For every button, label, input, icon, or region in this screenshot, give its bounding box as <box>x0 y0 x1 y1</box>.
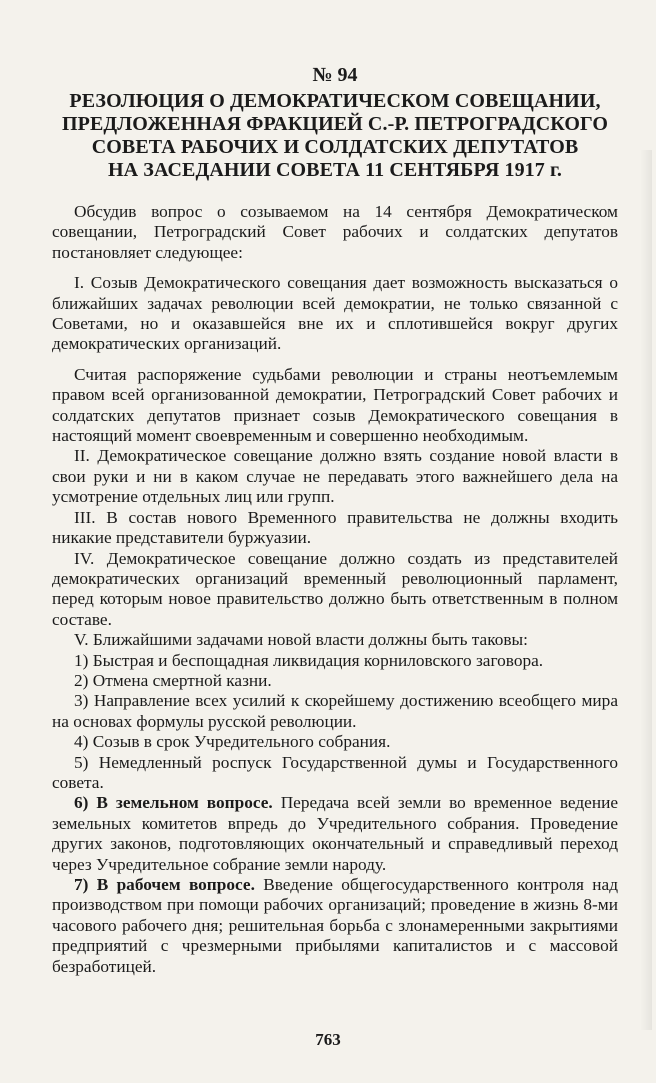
title-line: ПРЕДЛОЖЕННАЯ ФРАКЦИЕЙ С.-Р. ПЕТРОГРАДСКОГО <box>61 113 609 135</box>
labor-question-text: Введение общегосударственного контроля над производством при помощи рабочих организаций; проведение в жизнь 8-ми часового рабочего дня; решительная борьба с злонамеренными закрытиями предприятий с чрезмерными прибылями капиталистов и с массовой безработицей. <box>52 875 618 976</box>
page-edge-shadow <box>640 150 652 1030</box>
section-2-paragraph: II. Демократическое совещание должно взять создание новой власти в свои руки и ни в каком случае не передавать этого важнейшего дела на усмотрение отдельных лиц или групп. <box>52 446 618 507</box>
title-line: НА ЗАСЕДАНИИ СОВЕТА 11 СЕНТЯБРЯ 1917 г. <box>108 159 562 181</box>
task-item: 5) Немедленный роспуск Государственной думы и Государственного совета. <box>52 752 618 792</box>
document-title <box>52 90 618 182</box>
section-4-paragraph: IV. Демократическое совещание должно создать из представителей демократических организаций временный революционный парламент, перед которым новое правительство должно быть ответственным в полном составе. <box>52 548 618 629</box>
title-line: СОВЕТА РАБОЧИХ И СОЛДАТСКИХ ДЕПУТАТОВ <box>91 136 579 158</box>
task-item: 4) Созыв в срок Учредительного собрания. <box>74 732 391 752</box>
page-number: 763 <box>315 1030 341 1049</box>
section-1-paragraph: I. Созыв Демократического совещания дает возможность высказаться о ближайших задачах революции всей демократии, не только связанной с Советами, но и оказавшейся вне их и сплотившейся вокруг других демократических организаций. <box>52 273 618 354</box>
intro-paragraph: Обсудив вопрос о созываемом на 14 сентября Демократическом совещании, Петроградский Совет рабочих и солдатских депутатов постановляет следующее: <box>52 202 618 262</box>
section-3-paragraph: III. В состав нового Временного правительства не должны входить никакие представители буржуазии. <box>52 507 618 548</box>
document-number: № 94 <box>312 64 358 86</box>
section-5-heading: V. Ближайшими задачами новой власти должны быть таковы: <box>74 630 528 650</box>
task-item: 2) Отмена смертной казни. <box>74 670 272 690</box>
task-item: 3) Направление всех усилий к скорейшему достижению всеобщего мира на основах формулы русской революции. <box>52 691 618 731</box>
land-question-label: 6) В земельном вопросе. <box>74 793 273 813</box>
section-1-continuation: Считая распоряжение судьбами революции и страны неотъемлемым правом всей организованной демократии, Петроградский Совет рабочих и солдатских депутатов признает созыв Демократического совещания в настоящий момент своевременным и совершенно необходимым. <box>52 364 618 446</box>
labor-question-paragraph <box>52 875 618 977</box>
task-item: 1) Быстрая и беспощадная ликвидация корниловского заговора. <box>74 650 544 670</box>
land-question-paragraph <box>52 793 618 875</box>
title-line: РЕЗОЛЮЦИЯ О ДЕМОКРАТИЧЕСКОМ СОВЕЩАНИИ, <box>69 90 601 112</box>
land-question-text: Передача всей земли во временное ведение земельных комитетов впредь до Учредительного собрания. Проведение других законов, подготовляющих окончательный и справедливый переход через Учредительное собрание земли народу. <box>52 793 619 874</box>
labor-question-label: 7) В рабочем вопросе. <box>74 875 255 894</box>
